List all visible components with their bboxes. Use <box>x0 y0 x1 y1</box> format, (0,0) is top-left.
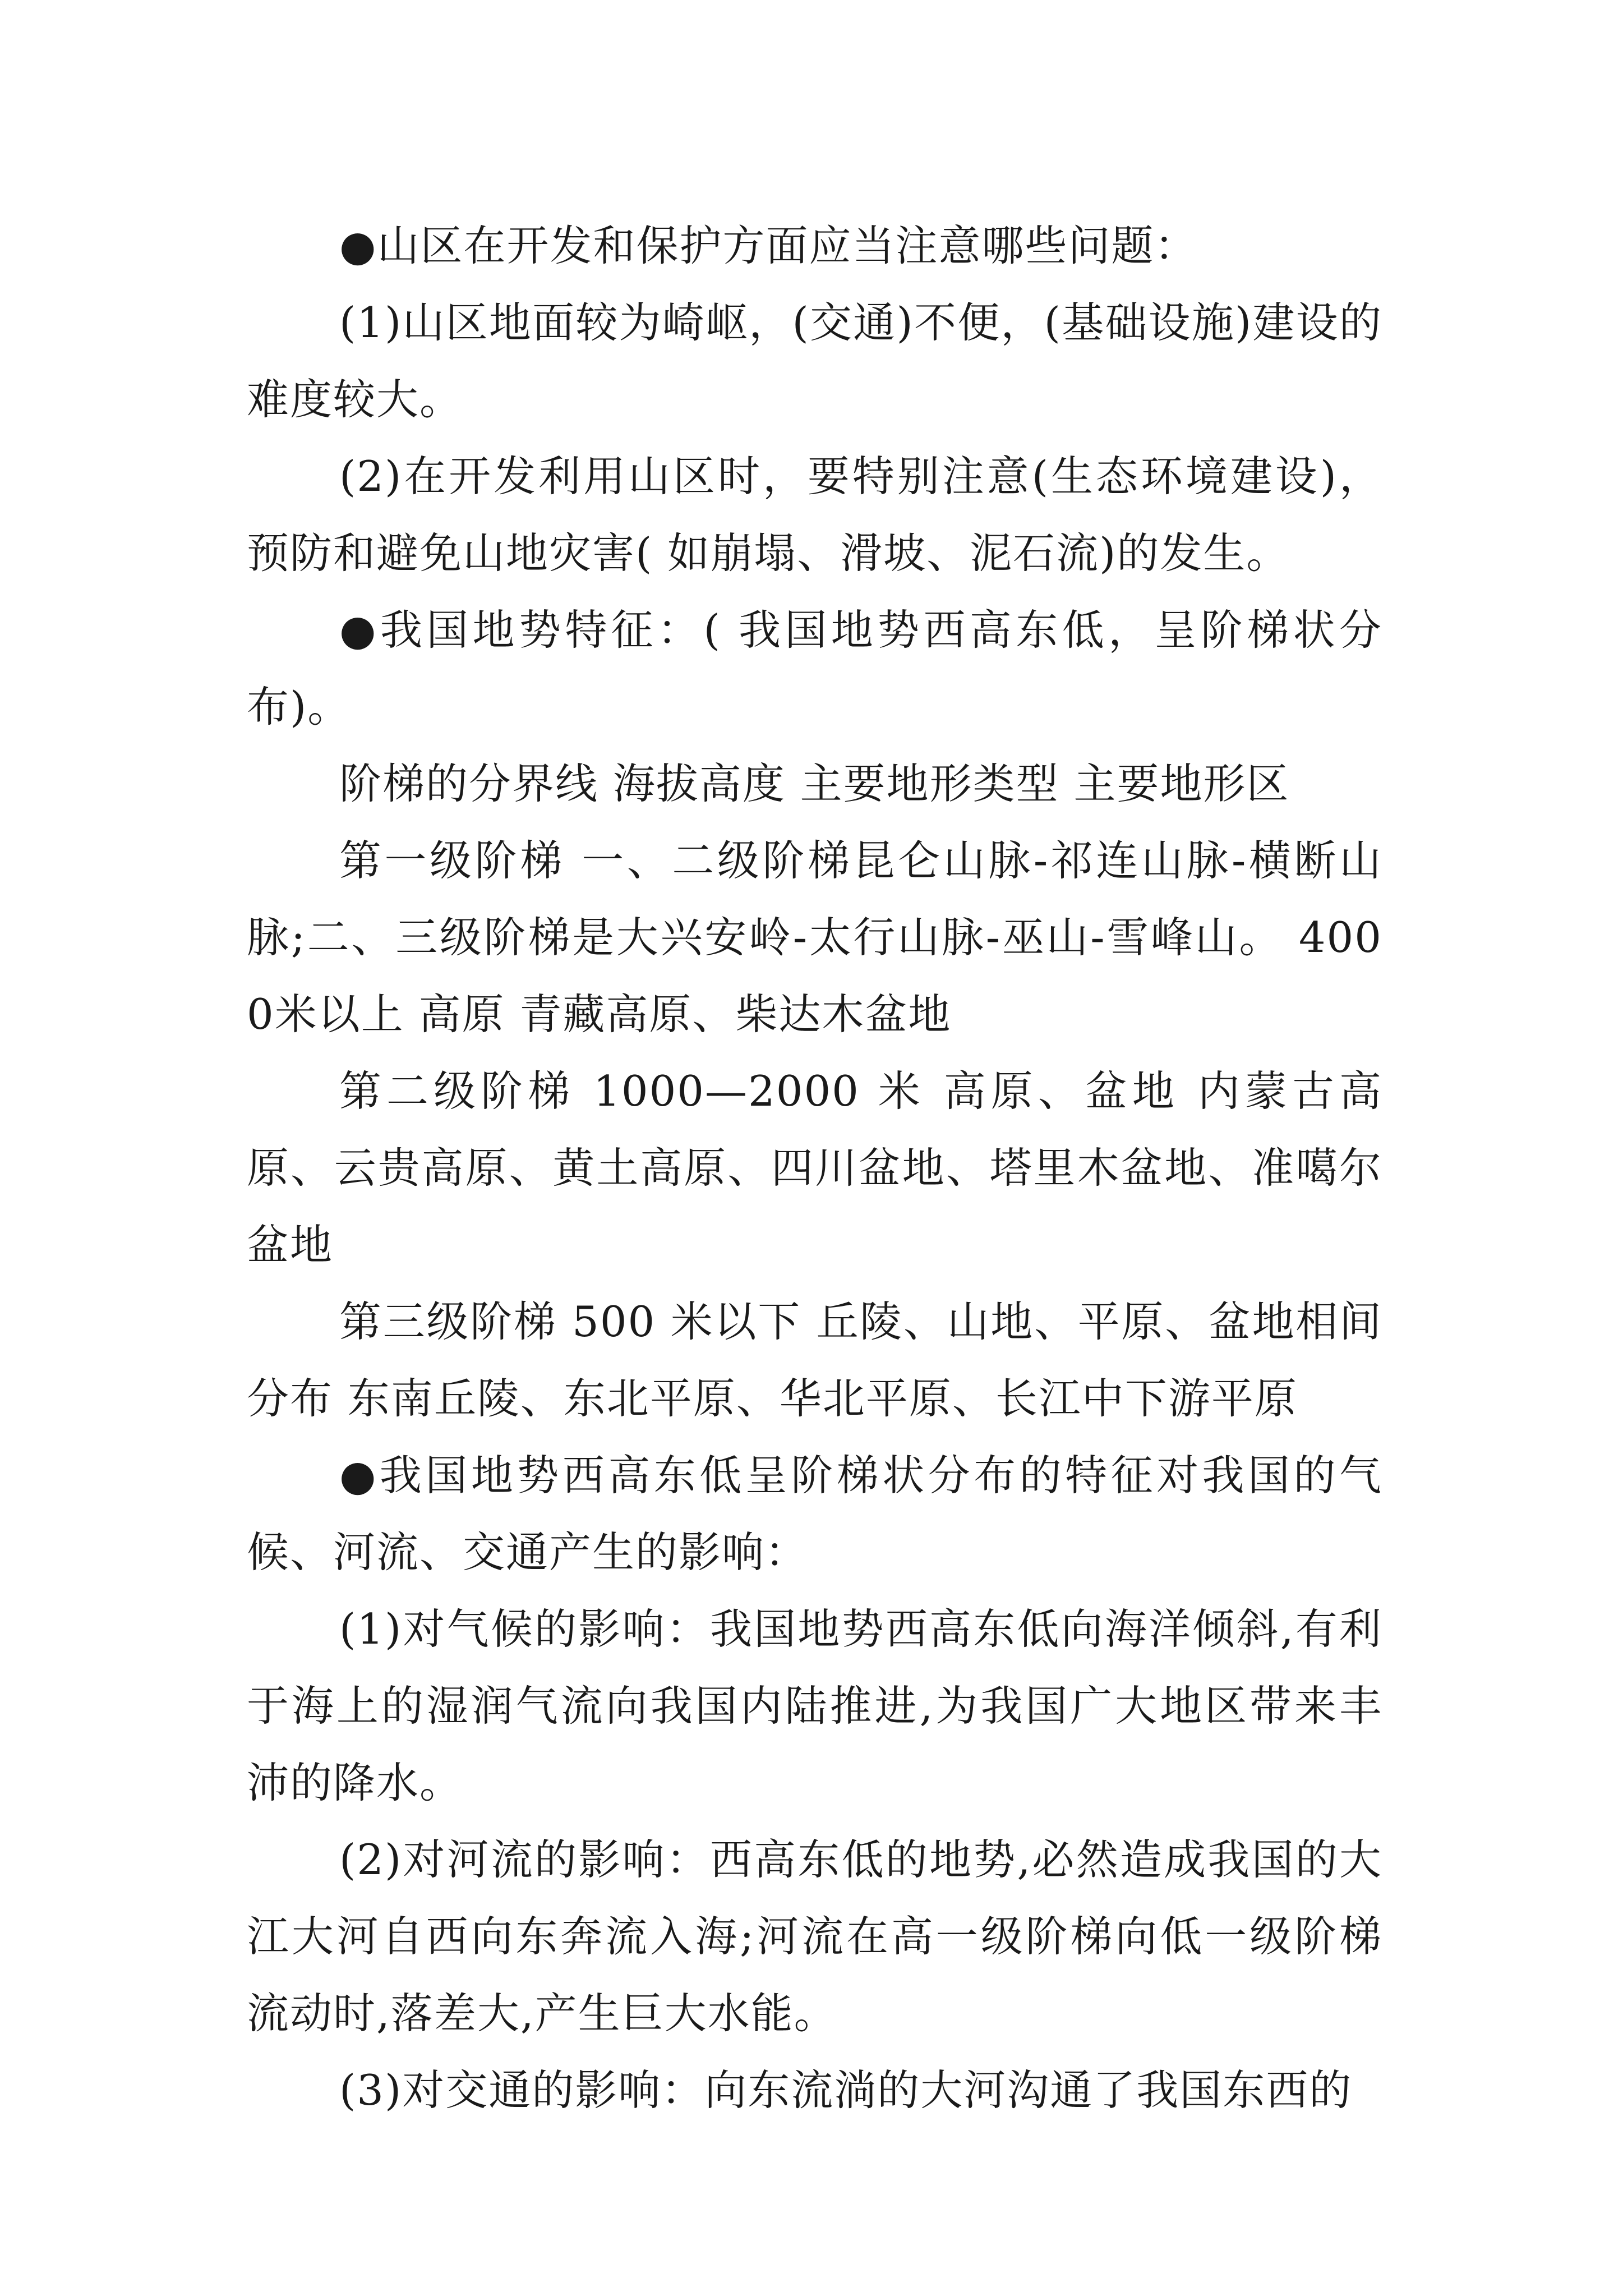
paragraph-influence-transport: (3)对交通的影响：向东流淌的大河沟通了我国东西的 <box>339 2065 1353 2115</box>
paragraph-mountain-issues-heading: ●山区在开发和保护方面应当注意哪些问题： <box>339 221 1198 270</box>
paragraph-mountain-issue-2: (2)在开发利用山区时，要特别注意(生态环境建设)，预防和避免山地灾害( 如崩塌、滑坡、泥石流)的发生。 <box>247 452 1382 578</box>
document-body <box>247 208 1382 2129</box>
paragraph-step-three: 第三级阶梯 500 米以下 丘陵、山地、平原、盆地相间分布 东南丘陵、东北平原、华北平原、长江中下游平原 <box>247 1297 1382 1423</box>
paragraph-step-one: 第一级阶梯 一、二级阶梯昆仑山脉-祁连山脉-横断山脉;二、三级阶梯是大兴安岭-太行山脉-巫山-雪峰山。 4000米以上 高原 青藏高原、柴达木盆地 <box>247 836 1382 1039</box>
paragraph-influence-rivers: (2)对河流的影响：西高东低的地势,必然造成我国的大江大河自西向东奔流入海;河流在高一级阶梯向低一级阶梯流动时,落差大,产生巨大水能。 <box>247 1835 1382 2038</box>
paragraph-mountain-issue-1: (1)山区地面较为崎岖，(交通)不便，(基础设施)建设的难度较大。 <box>247 298 1382 424</box>
paragraph-terrain-feature: ●我国地势特征：( 我国地势西高东低，呈阶梯状分布)。 <box>247 605 1382 731</box>
paragraph-step-two: 第二级阶梯 1000—2000 米 高原、盆地 内蒙古高原、云贵高原、黄土高原、四川盆地、塔里木盆地、准噶尔盆地 <box>247 1066 1382 1269</box>
paragraph-steps-header: 阶梯的分界线 海拔高度 主要地形类型 主要地形区 <box>339 759 1290 808</box>
paragraph-terrain-influence-heading: ●我国地势西高东低呈阶梯状分布的特征对我国的气候、河流、交通产生的影响： <box>247 1451 1382 1577</box>
paragraph-influence-climate: (1)对气候的影响：我国地势西高东低向海洋倾斜,有利于海上的湿润气流向我国内陆推进,为我国广大地区带来丰沛的降水。 <box>247 1604 1382 1807</box>
